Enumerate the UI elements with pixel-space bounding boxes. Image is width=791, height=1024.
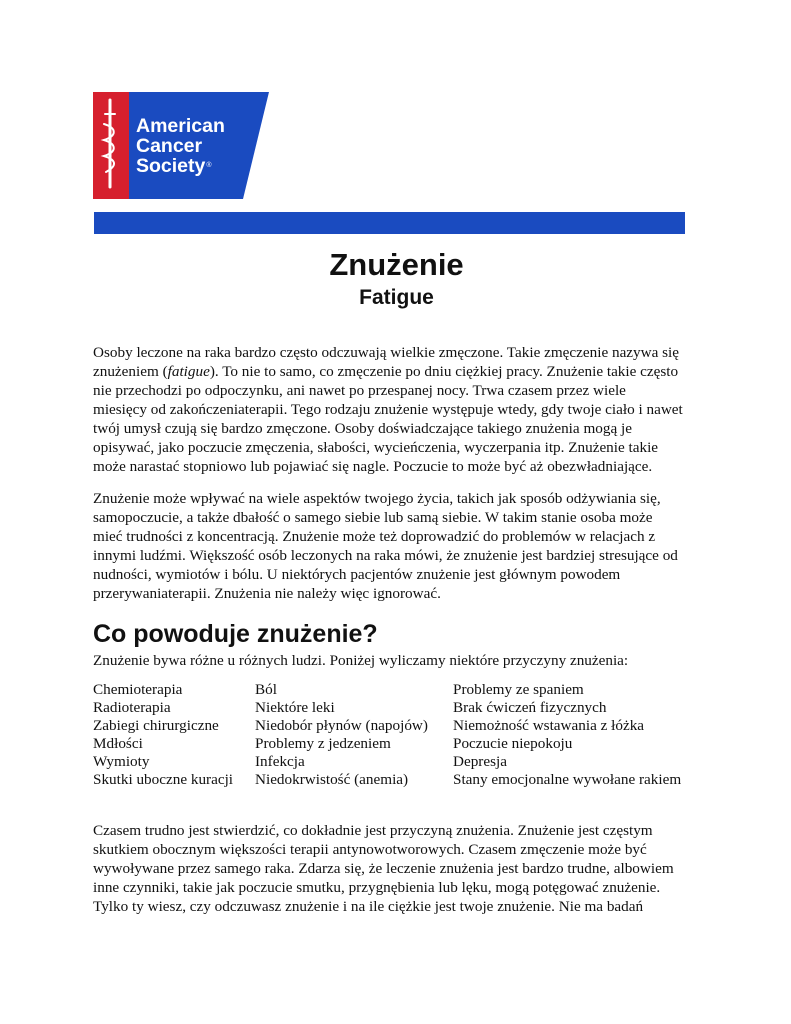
list-item: Mdłości (93, 735, 143, 752)
list-item: Niemożność wstawania z łóżka (453, 717, 645, 734)
causes-column-1 (93, 681, 233, 789)
causes-column-2 (255, 681, 428, 789)
logo-line-society: Society® (136, 155, 212, 177)
list-item: Skutki uboczne kuracji (93, 771, 234, 788)
section-heading-causes: Co powoduje znużenie? (93, 620, 378, 648)
list-item: Niedokrwistość (anemia) (255, 771, 409, 788)
registered-mark: ® (206, 162, 212, 169)
list-item: Depresja (453, 753, 507, 770)
page-title: Znużenie (329, 247, 464, 282)
fatigue-term: fatigue (167, 363, 210, 380)
page-subtitle: Fatigue (359, 286, 434, 309)
list-item: Niektóre leki (255, 699, 335, 716)
logo-text (136, 116, 225, 176)
logo-line-american: American (136, 115, 225, 137)
list-item: Infekcja (255, 753, 305, 770)
intro-paragraph-1: Osoby leczone na raka bardzo często odczuwają wielkie zmęczone. Takie zmęczenie nazywa się znużeniem (fatigue). To nie to samo, co zmęczenie po dniu ciężkiej pracy. Znużenie takie często nie przechodzi po odpoczynku, ani nawet po przespanej nocy. Trwa czasem przez wiele miesięcy od zakończeniaterapii. Tego rodzaju znużenie występuje wtedy, gdy twoje ciało i nawet twój umysł czują się bardzo zmęczone. Osoby doświadczające takiego znużenia mogą je opisywać, jako poczucie zmęczenia, słabości, wycieńczenia, wyczerpania itp. Znużenie takie może narastać stopniowo lub pojawiać się nagle. Poczucie to może być aż obezwładniające. (93, 344, 683, 475)
list-item: Poczucie niepokoju (453, 735, 573, 752)
list-item: Problemy z jedzeniem (255, 735, 391, 752)
header-divider-bar (94, 212, 685, 234)
causes-column-3 (453, 681, 683, 789)
causes-lead: Znużenie bywa różne u różnych ludzi. Poniżej wyliczamy niektóre przyczyny znużenia: (93, 652, 629, 669)
intro-paragraph-2: Znużenie może wpływać na wiele aspektów twojego życia, takich jak sposób odżywiania się, samopoczucie, a także dbałość o samego siebie lub samą siebie. W takim stanie osoba może mieć trudności z koncentracją. Znużenie może też doprowadzić do problemów w relacjach z innymi ludźmi. Większość osób leczonych na raka mówi, że znużenie jest bardziej stresujące od nudności, wymiotów i bólu. U niektórych pacjentów znużenie jest głównym powodem przerywaniaterapii. Znużenia nie należy więc ignorować. (93, 490, 678, 602)
closing-paragraph: Czasem trudno jest stwierdzić, co dokładnie jest przyczyną znużenia. Znużenie jest częstym skutkiem obocznym większości terapii antynowotworowych. Czasem zmęczenie może być wywoływane przez samego raka. Zdarza się, że leczenie znużenia jest bardzo trudne, albowiem inne czynniki, takie jak poczucie smutku, przygnębienia lub lęku, mogą potęgować znużenie. Tylko ty wiesz, czy odczuwasz znużenie i na ile ciężkie jest twoje znużenie. Nie ma badań (93, 822, 674, 915)
list-item: Stany emocjonalne wywołane rakiem (453, 771, 682, 788)
list-item: Wymioty (93, 753, 150, 770)
list-item: Ból (255, 681, 277, 698)
list-item: Niedobór płynów (napojów) (255, 717, 428, 734)
logo-line-cancer: Cancer (136, 135, 203, 157)
american-cancer-society-logo (93, 92, 269, 199)
list-item: Problemy ze spaniem (453, 681, 584, 698)
list-item: Chemioterapia (93, 681, 183, 698)
list-item: Radioterapia (93, 699, 171, 716)
list-item: Zabiegi chirurgiczne (93, 717, 219, 734)
list-item: Brak ćwiczeń fizycznych (453, 699, 607, 716)
